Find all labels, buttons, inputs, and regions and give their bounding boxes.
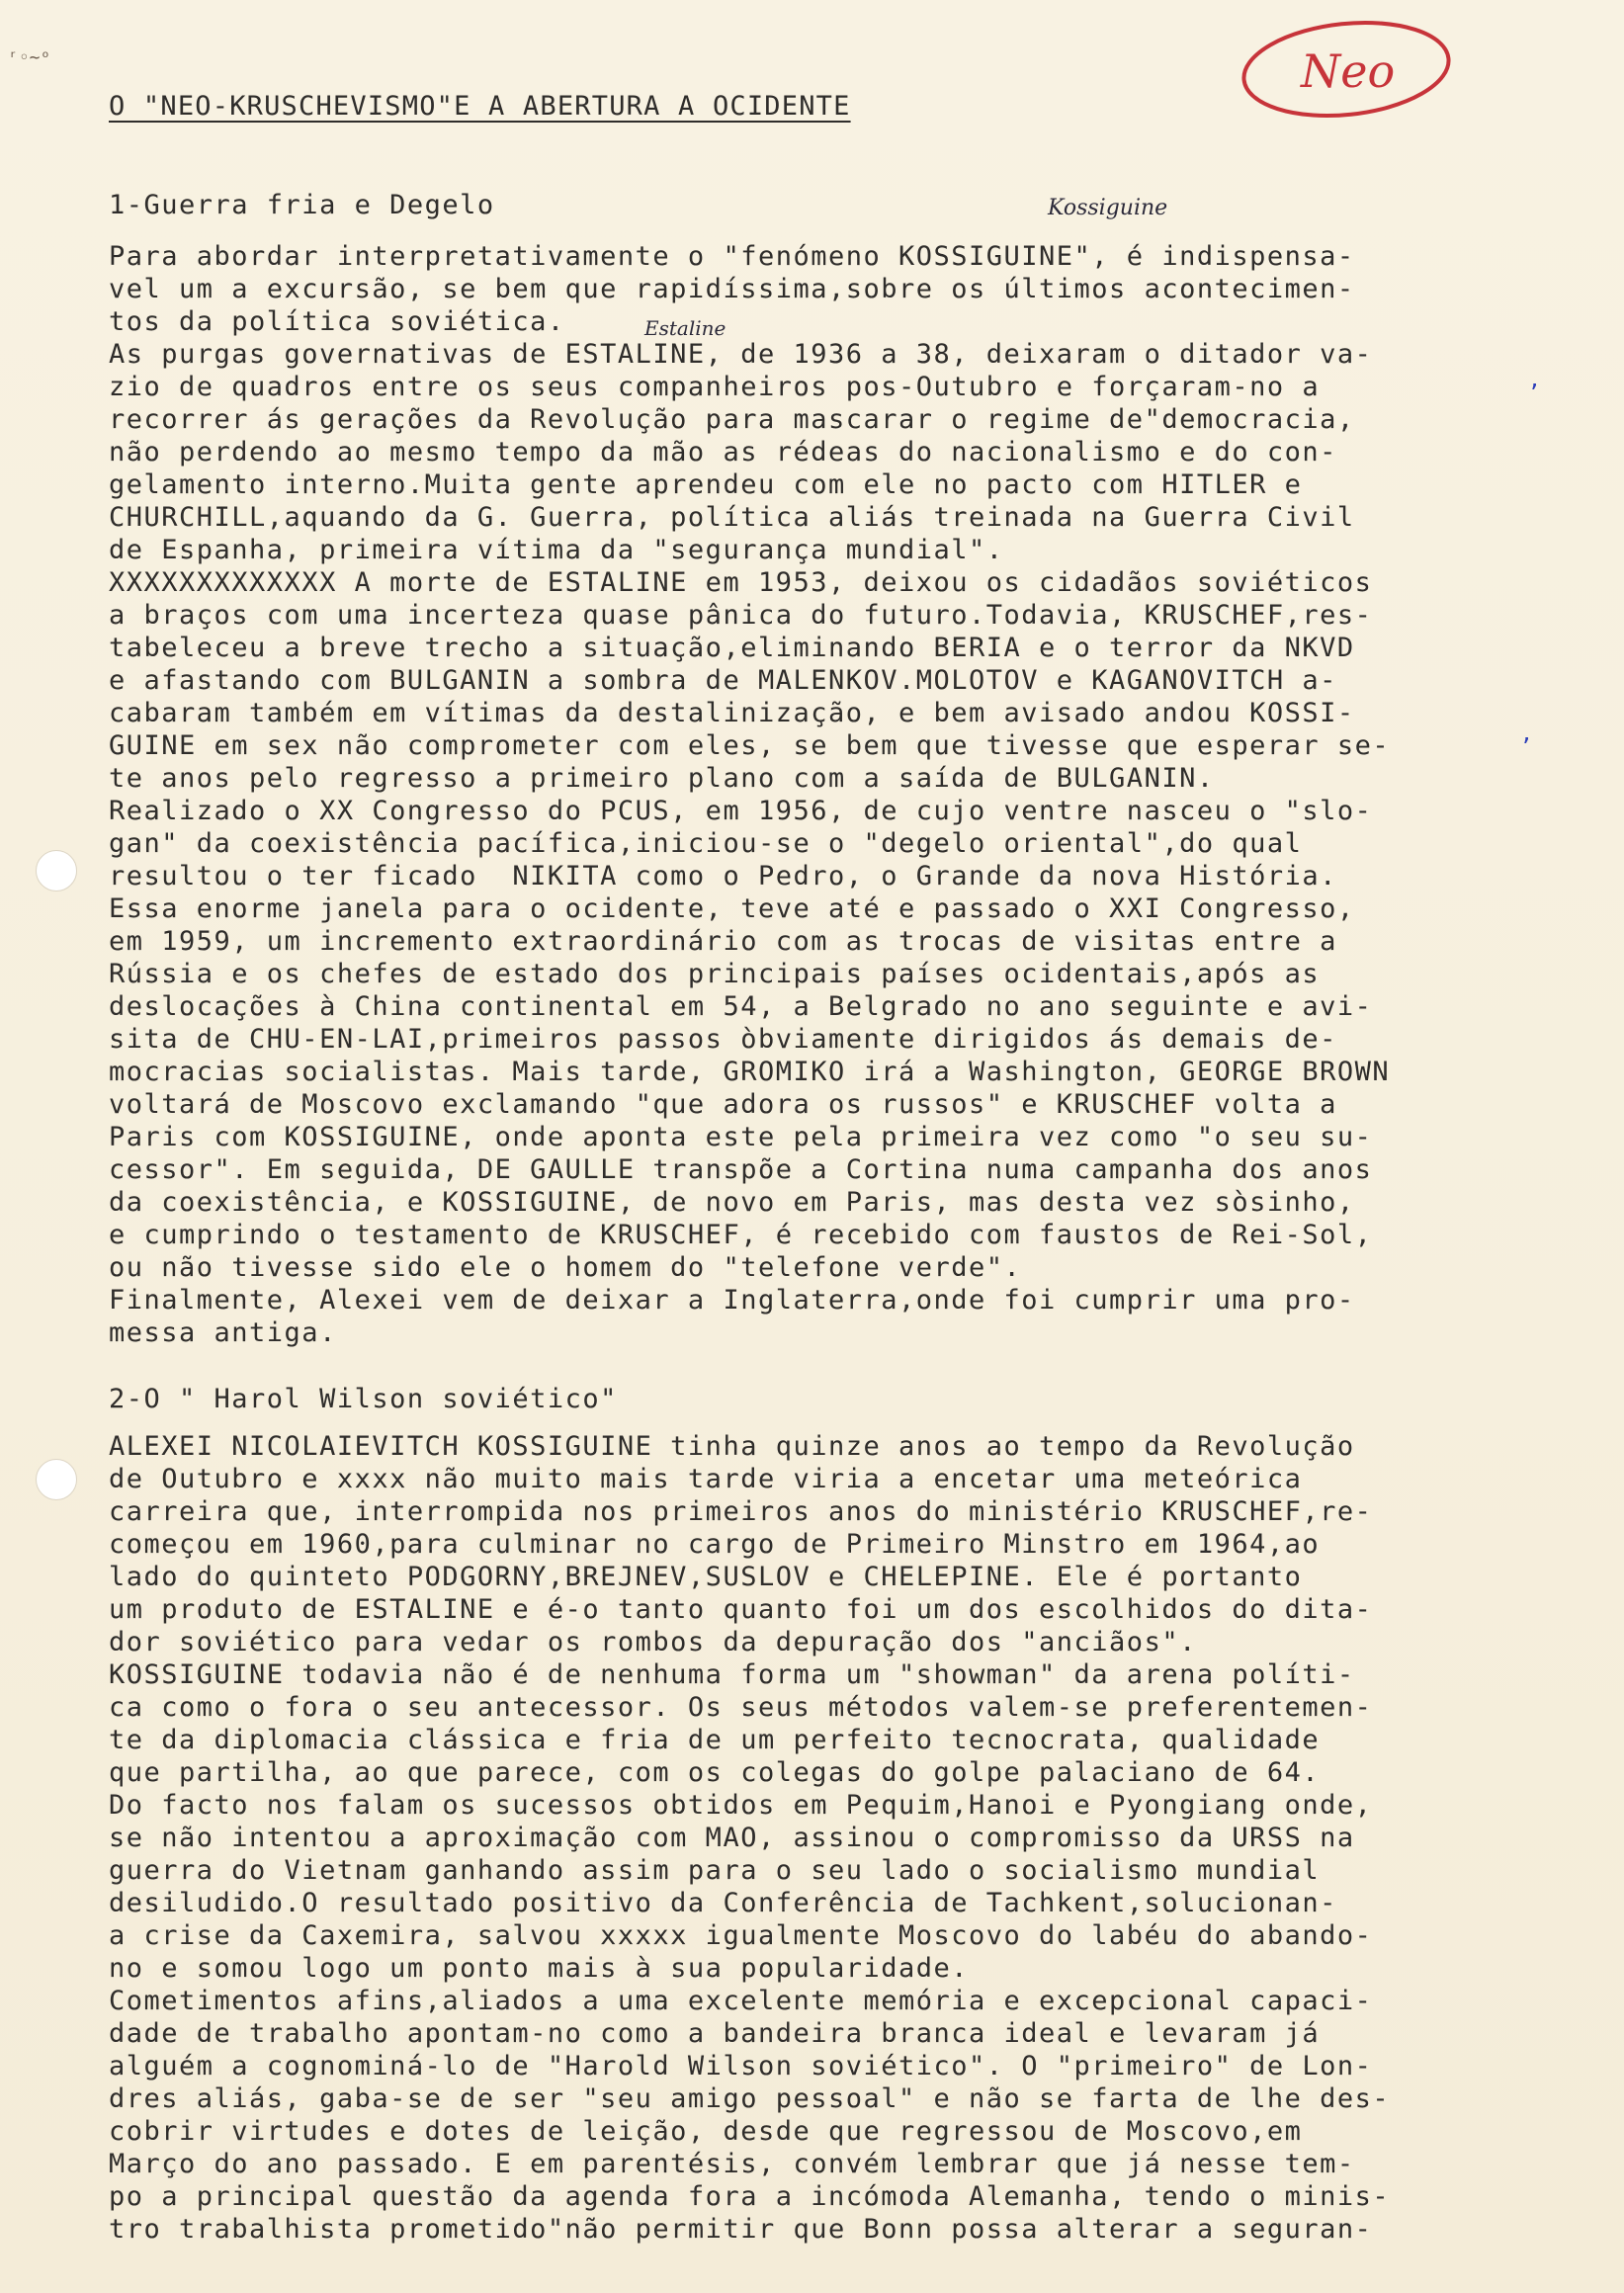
text-line: po a principal questão da agenda fora a incómoda Alemanha, tendo o minis- xyxy=(109,2181,1391,2212)
blue-correction-mark: ʼ xyxy=(1530,380,1539,409)
text-line: cabaram também em vítimas da destalinização, e bem avisado andou KOSSI- xyxy=(109,698,1355,728)
text-line: gan" da coexistência pacífica,iniciou-se o "degelo oriental",do qual xyxy=(109,828,1303,859)
text-line: dres aliás, gaba-se de ser "seu amigo pessoal" e não se farta de lhe des- xyxy=(109,2083,1391,2114)
handwritten-kossiguine: Kossiguine xyxy=(1048,196,1168,220)
text-line: recorrer ás gerações da Revolução para mascarar o regime de"democracia, xyxy=(109,404,1355,435)
handwritten-estaline: Estaline xyxy=(644,316,727,340)
text-line: cessor". Em seguida, DE GAULLE transpõe a Cortina numa campanha dos anos xyxy=(109,1154,1373,1185)
text-line: e cumprindo o testamento de KRUSCHEF, é recebido com faustos de Rei-Sol, xyxy=(109,1220,1373,1250)
text-line: Paris com KOSSIGUINE, onde aponta este pela primeira vez como "o seu su- xyxy=(109,1122,1373,1152)
text-line: te da diplomacia clássica e fria de um perfeito tecnocrata, qualidade xyxy=(109,1725,1321,1755)
text-line: deslocações à China continental em 54, a Belgrado no ano seguinte e avi- xyxy=(109,991,1373,1022)
punch-hole xyxy=(36,850,77,892)
text-line: te anos pelo regresso a primeiro plano com a saída de BULGANIN. xyxy=(109,763,1215,794)
text-line: tabeleceu a breve trecho a situação,eliminando BERIA e o terror da NKVD xyxy=(109,633,1355,663)
text-line: de Espanha, primeira vítima da "segurança mundial". xyxy=(109,535,1004,565)
text-line: Essa enorme janela para o ocidente, teve até e passado o XXI Congresso, xyxy=(109,893,1355,924)
text-line: não perdendo ao mesmo tempo da mão as rédeas do nacionalismo e do con- xyxy=(109,437,1337,467)
punch-hole xyxy=(36,1459,77,1500)
text-line: Finalmente, Alexei vem de deixar a Inglaterra,onde foi cumprir uma pro- xyxy=(109,1285,1355,1316)
text-line: gelamento interno.Muita gente aprendeu com ele no pacto com HITLER e xyxy=(109,469,1303,500)
text-line: que partilha, ao que parece, com os colegas do golpe palaciano de 64. xyxy=(109,1757,1321,1788)
text-line: e afastando com BULGANIN a sombra de MALENKOV.MOLOTOV e KAGANOVITCH a- xyxy=(109,665,1337,696)
text-line: vel um a excursão, se bem que rapidíssima,sobre os últimos acontecimen- xyxy=(109,274,1355,304)
text-line: da coexistência, e KOSSIGUINE, de novo em Paris, mas desta vez sòsinho, xyxy=(109,1187,1355,1218)
section-1-body xyxy=(109,240,1390,1349)
text-line: KOSSIGUINE todavia não é de nenhuma forma um "showman" da arena políti- xyxy=(109,1659,1355,1690)
text-line: As purgas governativas de ESTALINE, de 1936 a 38, deixaram o ditador va- xyxy=(109,339,1373,370)
text-line: no e somou logo um ponto mais à sua popularidade. xyxy=(109,1953,970,1984)
text-line: zio de quadros entre os seus companheiros pos-Outubro e forçaram-no a xyxy=(109,372,1321,402)
text-line: dor soviético para vedar os rombos da depuração dos "anciãos". xyxy=(109,1627,1197,1657)
text-line: Rússia e os chefes de estado dos principais países ocidentais,após as xyxy=(109,959,1321,989)
text-line: a braços com uma incerteza quase pânica do futuro.Todavia, KRUSCHEF,res- xyxy=(109,600,1373,631)
text-line: começou em 1960,para culminar no cargo de Primeiro Minstro em 1964,ao xyxy=(109,1529,1321,1560)
text-line: desiludido.O resultado positivo da Conferência de Tachkent,solucionan- xyxy=(109,1888,1337,1918)
text-line: sita de CHU-EN-LAI,primeiros passos òbviamente dirigidos ás demais de- xyxy=(109,1024,1337,1055)
neo-stamp xyxy=(1236,14,1458,125)
text-line: um produto de ESTALINE e é-o tanto quanto foi um dos escolhidos do dita- xyxy=(109,1594,1373,1625)
text-line: Para abordar interpretativamente o "fenómeno KOSSIGUINE", é indispensa- xyxy=(109,241,1355,272)
document-title: O "NEO-KRUSCHEVISMO"E A ABERTURA A OCIDENTE xyxy=(109,91,851,122)
text-line: resultou o ter ficado NIKITA como o Pedro, o Grande da nova História. xyxy=(109,861,1337,892)
text-line: Realizado o XX Congresso do PCUS, em 1956, de cujo ventre nasceu o "slo- xyxy=(109,796,1373,826)
neo-stamp-text: Neo xyxy=(1301,44,1396,98)
text-line: se não intentou a aproximação com MAO, assinou o compromisso da URSS na xyxy=(109,1823,1355,1853)
text-line: cobrir virtudes e dotes de leição, desde que regressou de Moscovo,em xyxy=(109,2116,1303,2147)
text-line: GUINE em sex não comprometer com eles, se bem que tivesse que esperar se- xyxy=(109,730,1391,761)
text-line: Cometimentos afins,aliados a uma excelente memória e excepcional capaci- xyxy=(109,1986,1373,2016)
text-line: ou não tivesse sido ele o homem do "telefone verde". xyxy=(109,1252,1022,1283)
text-line: ca como o fora o seu antecessor. Os seus métodos valem-se preferentemen- xyxy=(109,1692,1373,1723)
text-line: Do facto nos falam os sucessos obtidos em Pequim,Hanoi e Pyongiang onde, xyxy=(109,1790,1373,1821)
text-line: Março do ano passado. E em parentésis, convém lembrar que já nesse tem- xyxy=(109,2149,1355,2179)
text-line: dade de trabalho apontam-no como a bandeira branca ideal e levaram já xyxy=(109,2018,1321,2049)
section-1-heading: 1-Guerra fria e Degelo xyxy=(109,190,495,220)
blue-correction-mark: ʼ xyxy=(1522,733,1531,763)
text-line: carreira que, interrompida nos primeiros anos do ministério KRUSCHEF,re- xyxy=(109,1496,1373,1527)
section-2-body xyxy=(109,1430,1390,2246)
text-line: ALEXEI NICOLAIEVITCH KOSSIGUINE tinha quinze anos ao tempo da Revolução xyxy=(109,1431,1355,1462)
text-line: lado do quinteto PODGORNY,BREJNEV,SUSLOV e CHELEPINE. Ele é portanto xyxy=(109,1562,1303,1592)
text-line: tro trabalhista prometido"não permitir que Bonn possa alterar a seguran- xyxy=(109,2214,1373,2245)
text-line: tos da política soviética. xyxy=(109,306,565,337)
text-line: a crise da Caxemira, salvou xxxxx igualmente Moscovo do labéu do abando- xyxy=(109,1920,1373,1951)
text-line: alguém a cognominá-lo de "Harold Wilson soviético". O "primeiro" de Lon- xyxy=(109,2051,1373,2081)
text-line: XXXXXXXXXXXXX A morte de ESTALINE em 1953, deixou os cidadãos soviéticos xyxy=(109,567,1373,598)
section-2-heading: 2-O " Harol Wilson soviético" xyxy=(109,1384,618,1414)
text-line: guerra do Vietnam ganhando assim para o seu lado o socialismo mundial xyxy=(109,1855,1321,1886)
text-line: mocracias socialistas. Mais tarde, GROMIKO irá a Washington, GEORGE BROWN xyxy=(109,1057,1391,1087)
archive-mark: ʳ◦~ᵒ xyxy=(8,47,51,68)
text-line: em 1959, um incremento extraordinário com as trocas de visitas entre a xyxy=(109,926,1337,957)
text-line: CHURCHILL,aquando da G. Guerra, política aliás treinada na Guerra Civil xyxy=(109,502,1355,533)
text-line: voltará de Moscovo exclamando "que adora os russos" e KRUSCHEF volta a xyxy=(109,1089,1337,1120)
text-line: messa antiga. xyxy=(109,1317,337,1348)
text-line: de Outubro e xxxx não muito mais tarde viria a encetar uma meteórica xyxy=(109,1464,1303,1494)
